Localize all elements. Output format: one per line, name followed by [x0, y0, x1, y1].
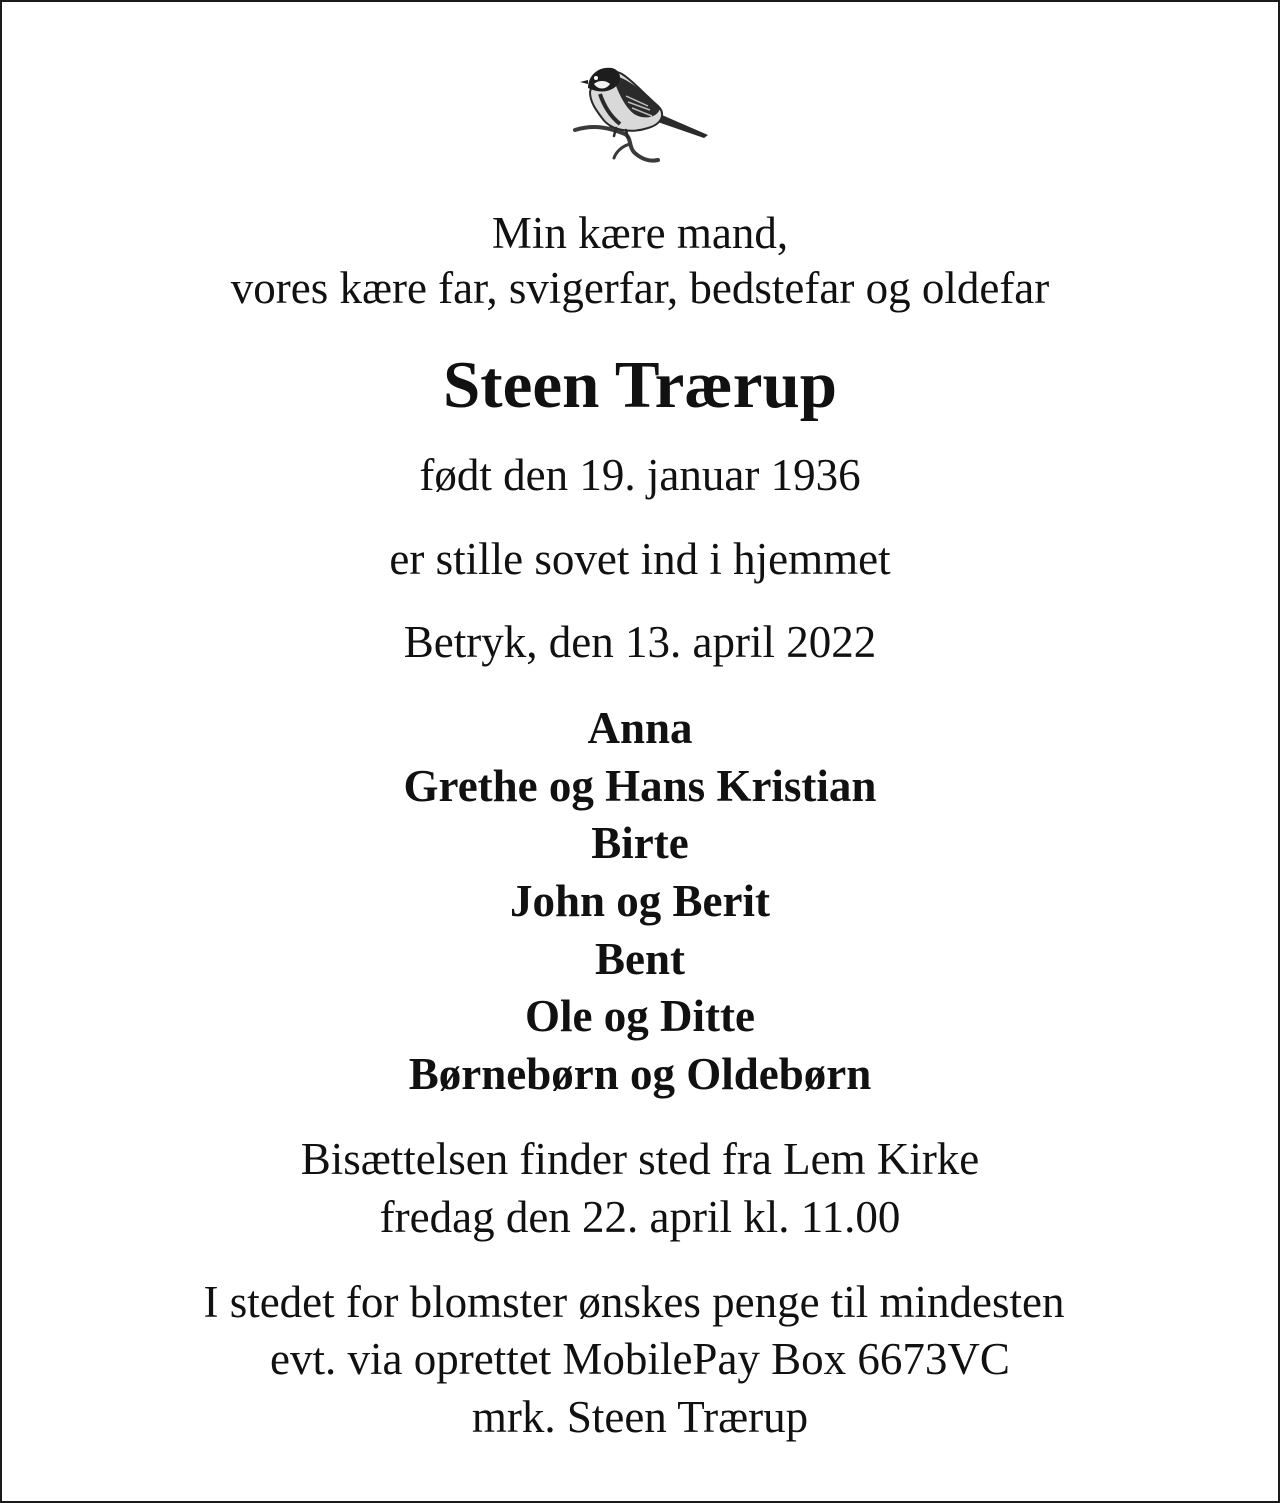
family-member: Ole og Ditte [525, 991, 755, 1041]
intro-line-2: vores kære far, svigerfar, bedstefar og oldefar [230, 263, 1050, 313]
family-member: Grethe og Hans Kristian [403, 761, 877, 811]
passing-text: er stille sovet ind i hjemmet [389, 534, 891, 584]
bird-icon [570, 62, 715, 172]
family-member: Birte [591, 818, 689, 868]
birth-date: født den 19. januar 1936 [419, 450, 861, 500]
intro-line-1: Min kære mand, [491, 208, 789, 258]
donation-line-1: I stedet for blomster ønskes penge til mindesten [203, 1277, 1065, 1327]
family-member: Børnebørn og Oldebørn [408, 1049, 872, 1099]
donation-line-3: mrk. Steen Trærup [471, 1392, 809, 1442]
family-member: John og Berit [509, 876, 770, 926]
deceased-name: Steen Trærup [443, 348, 837, 422]
place-and-date: Betryk, den 13. april 2022 [403, 617, 877, 667]
donation-line-2: evt. via oprettet MobilePay Box 6673VC [270, 1334, 1010, 1384]
family-member: Bent [595, 934, 685, 984]
funeral-line-2: fredag den 22. april kl. 11.00 [379, 1192, 901, 1242]
funeral-line-1: Bisættelsen finder sted fra Lem Kirke [300, 1134, 980, 1184]
family-member: Anna [587, 703, 693, 753]
